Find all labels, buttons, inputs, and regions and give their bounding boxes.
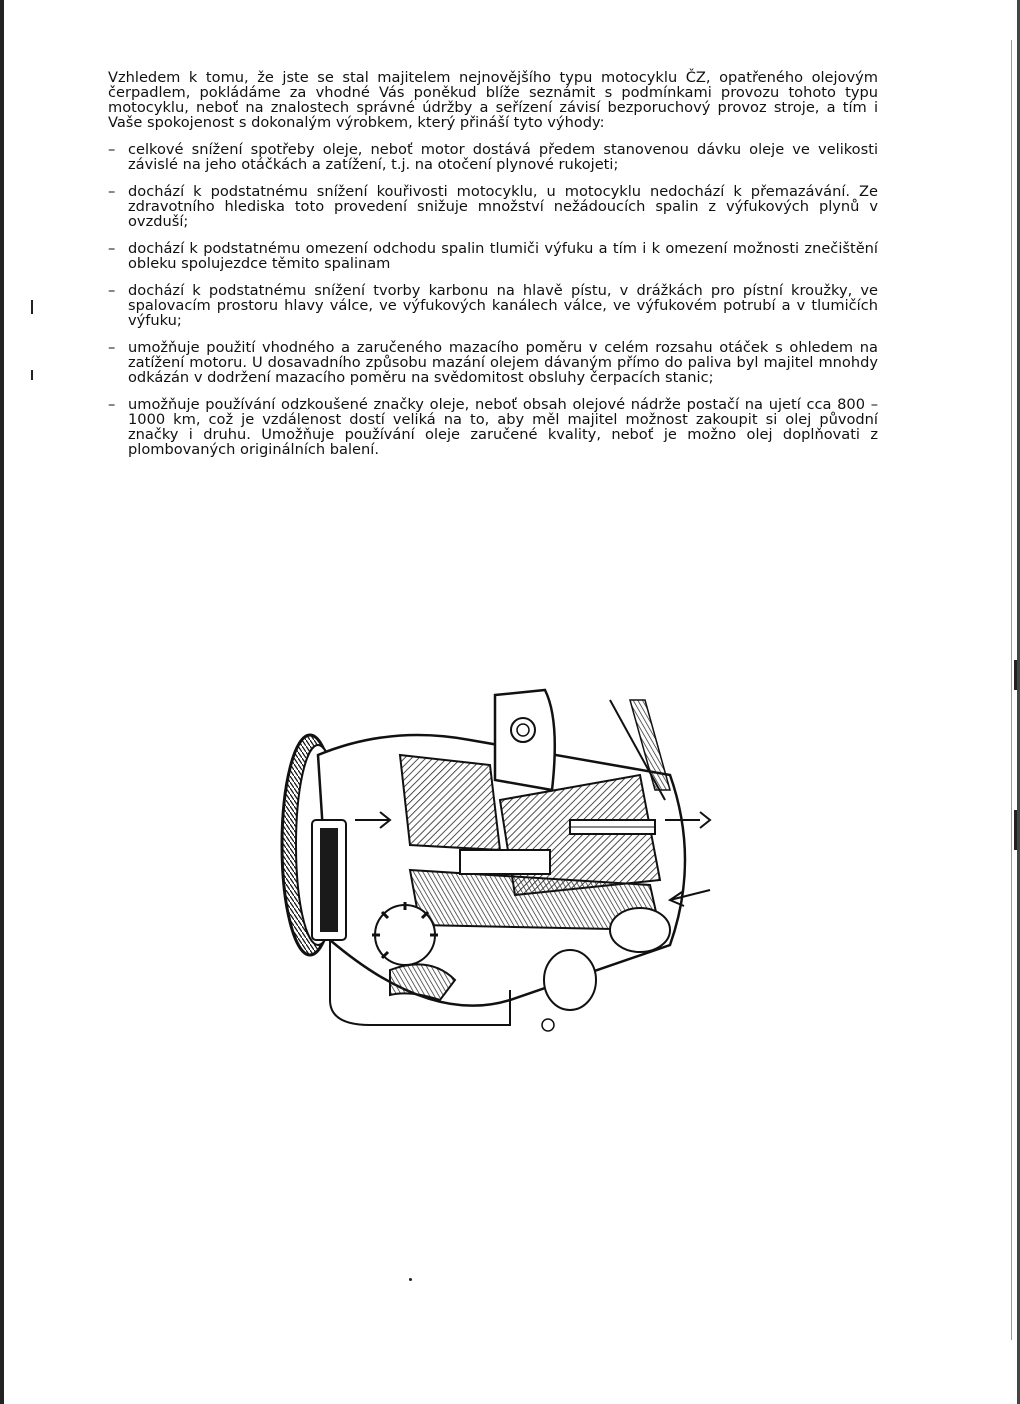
list-item-text: dochází k podstatnému snížení kouřivosti motocyklu, u motocyklu nedochází k přemazávání. Ze zdravotního hlediska toto provedení snižuje množství nežádoucích spalin z výfukových plynů v ovzduší; bbox=[128, 183, 878, 230]
body-text bbox=[108, 70, 878, 469]
scan-mark bbox=[1014, 810, 1017, 850]
page-dot bbox=[409, 1278, 412, 1281]
bullet-dash: – bbox=[108, 240, 116, 257]
scan-mark bbox=[31, 300, 33, 314]
scan-edge-line bbox=[1011, 40, 1012, 1340]
list-item-text: celkové snížení spotřeby oleje, neboť motor dostává předem stanovenou dávku oleje ve velikosti závislé na jeho otáčkách a zatížení, t.j. na otočení plynové rukojeti; bbox=[128, 141, 878, 173]
scan-mark bbox=[31, 370, 33, 380]
bullet-dash: – bbox=[108, 183, 116, 200]
list-item bbox=[108, 283, 878, 328]
intro-paragraph: Vzhledem k tomu, že jste se stal majitelem nejnovějšího typu motocyklu ČZ, opatřeného olejovým čerpadlem, pokládáme za vhodné Vás poněkud blíže seznámit s podmínkami provozu tohoto typu motocyklu, neboť na znalostech správné údržby a seřízení závisí bezporuchový provoz stroje, a tím i Vaše spokojenost s dokonalým výrobkem, který přináší tyto výhody: bbox=[108, 69, 878, 131]
scan-edge-left bbox=[0, 0, 4, 1404]
list-item bbox=[108, 184, 878, 229]
list-item bbox=[108, 397, 878, 457]
list-item-text: umožňuje používání odzkoušené značky oleje, neboť obsah olejové nádrže postačí na ujetí cca 800 – 1000 km, což je vzdálenost dostí veliká na to, aby měl majitel možnost zakoupit si olej původní značky i druhu. Umožňuje používání oleje zaručené kvality, neboť je možno olej doplňovati z plombovaných originálních balení. bbox=[128, 396, 878, 458]
oil-pump-cutaway-illustration bbox=[270, 680, 720, 1045]
list-item bbox=[108, 142, 878, 172]
list-item bbox=[108, 241, 878, 271]
bullet-dash: – bbox=[108, 396, 116, 413]
scan-mark bbox=[1014, 660, 1017, 690]
list-item-text: dochází k podstatnému snížení tvorby karbonu na hlavě pístu, v drážkách pro pístní kroužky, ve spalovacím prostoru hlavy válce, ve výfukových kanálech válce, ve výfukovém potrubí a v tlumičích výfuku; bbox=[128, 282, 878, 329]
list-item bbox=[108, 340, 878, 385]
list-item-text: umožňuje použití vhodného a zaručeného mazacího poměru v celém rozsahu otáček s ohledem na zatížení motoru. U dosavadního způsobu mazání olejem dávaným přímo do paliva byl majitel mnohdy odkázán v dodržení mazacího poměru na svědomitost obsluhy čerpacích stanic; bbox=[128, 339, 878, 386]
list-item-text: dochází k podstatnému omezení odchodu spalin tlumiči výfuku a tím i k omezení možnosti znečištění obleku spolujezdce těmito spalinam bbox=[128, 240, 878, 272]
bullet-dash: – bbox=[108, 141, 116, 158]
bullet-dash: – bbox=[108, 339, 116, 356]
advantages-list bbox=[108, 142, 878, 457]
bullet-dash: – bbox=[108, 282, 116, 299]
